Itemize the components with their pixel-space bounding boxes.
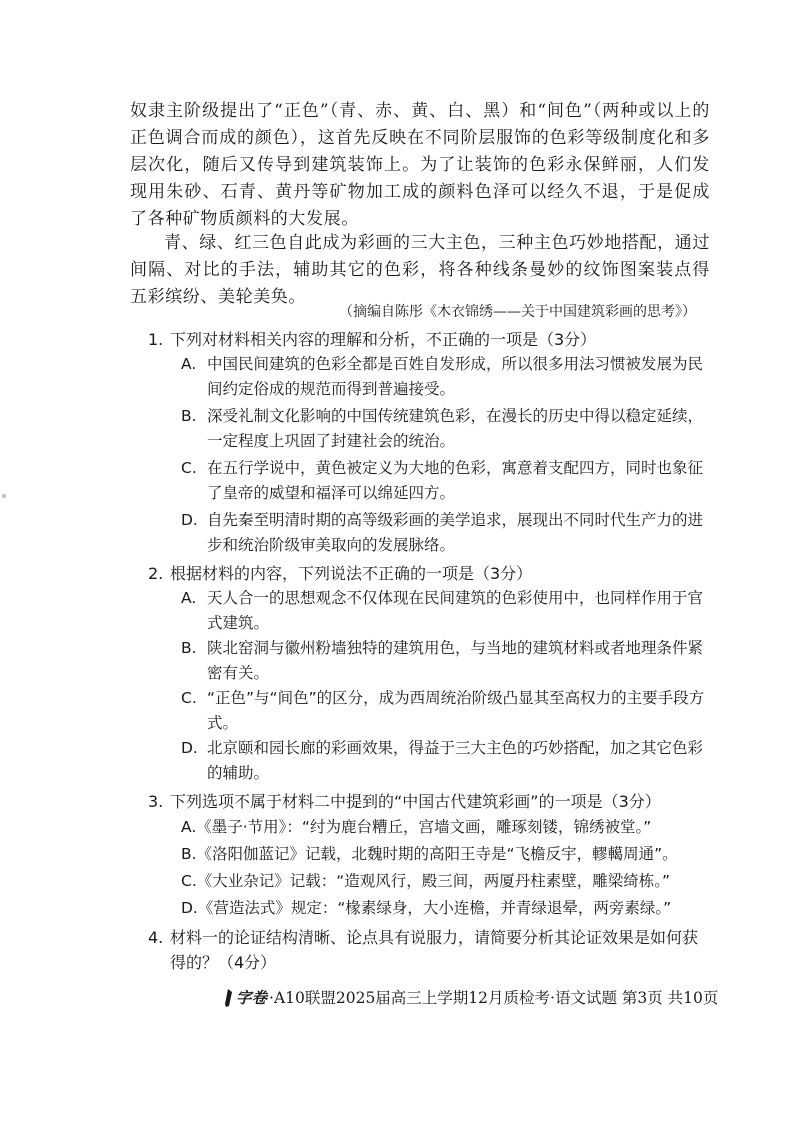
question-3 (148, 789, 708, 922)
option-d: D.《营造法式》规定：“椽素绿身，大小连檐，并青绿退晕，两旁素绿。” (181, 899, 672, 917)
option-text: 深受礼制文化影响的中国传统建筑色彩，在漫长的历史中得以稳定延续，一定程度上巩固了封建社会的统治。 (207, 407, 704, 450)
option-label: C. (181, 459, 197, 477)
option-label: C. (181, 689, 197, 707)
option-text: 在五行学说中，黄色被定义为大地的色彩，寓意着支配四方，同时也象征了皇帝的威望和福泽可以绵延四方。 (207, 459, 704, 502)
question-1 (148, 327, 708, 558)
question-text: 下列对材料相关内容的理解和分析，不正确的一项是（3分） (170, 330, 597, 349)
option-b (148, 404, 708, 454)
option-a (148, 352, 708, 402)
pen-logo-icon (222, 988, 234, 1008)
question-4 (148, 925, 708, 975)
option-c (148, 456, 708, 506)
footer-logo-text: 字卷 (236, 988, 268, 1007)
option-b: B.《洛阳伽蓝记》记载，北魏时期的高阳王寺是“飞檐反宇，轇轕周通”。 (181, 845, 678, 863)
question-2 (148, 561, 708, 786)
question-text: 根据材料的内容，下列说法不正确的一项是（3分） (170, 564, 533, 583)
option-text: 北京颐和园长廊的彩画效果，得益于三大主色的巧妙搭配，加之其它色彩的辅助。 (207, 739, 704, 782)
option-label: A. (181, 355, 197, 373)
question-number: 2. (148, 564, 164, 583)
scan-speck (2, 494, 6, 498)
option-label: D. (181, 511, 198, 529)
option-text: “正色”与“间色”的区分，成为西周统治阶级凸显其至高权力的主要手段方式。 (207, 689, 705, 732)
option-c (148, 686, 708, 736)
question-stem (148, 789, 708, 814)
option-text: 陕北窑洞与徽州粉墙独特的建筑用色，与当地的建筑材料或者地理条件紧密有关。 (207, 639, 704, 682)
option-d (148, 736, 708, 786)
option-text: 自先秦至明清时期的高等级彩画的美学追求，展现出不同时代生产力的进步和统治阶级审美取向的发展脉络。 (207, 511, 704, 554)
option-d (148, 508, 708, 558)
passage-source: （摘编自陈彤《木衣锦绣——关于中国建筑彩画的思考》） (339, 304, 696, 320)
option-label: D. (181, 739, 198, 757)
footer-text: ·A10联盟2025届高三上学期12月质检考·语文试题 第3页 共10页 (269, 989, 719, 1007)
option-a: A.《墨子·节用》：“纣为鹿台糟丘，宫墙文画，雕琢刻镂，锦绣被堂。” (181, 818, 652, 836)
option-label: A. (181, 589, 197, 607)
question-stem (148, 561, 708, 586)
option-c: C.《大业杂记》记载：“造观风行，殿三间，两厦丹柱素壁，雕梁绮栋。” (181, 872, 671, 890)
question-list (148, 324, 708, 975)
question-text: 材料一的论证结构清晰、论点具有说服力，请简要分析其论证效果是如何获得的？（4分） (170, 928, 699, 972)
option-b (148, 636, 708, 686)
question-number: 4. (148, 928, 164, 947)
question-stem (148, 327, 708, 352)
passage-paragraph-1: 奴隶主阶级提出了“正色”（青、赤、黄、白、黑）和“间色”（两种或以上的正色调合而成的颜色），这首先反映在不同阶层服饰的色彩等级制度化和多层次化，随后又传导到建筑装饰上。为了让装饰的色彩永保鲜丽，人们发现用朱砂、石青、黄丹等矿物加工成的颜料色泽可以经久不退，于是促成了各种矿物质颜料的大发展。 (130, 101, 710, 229)
option-label: B. (181, 639, 197, 657)
question-number: 1. (148, 330, 164, 349)
page-footer (222, 986, 719, 1010)
option-a (148, 586, 708, 636)
question-text: 下列选项不属于材料二中提到的“中国古代建筑彩画”的一项是（3分） (170, 792, 661, 811)
option-text: 中国民间建筑的色彩全都是百姓自发形成，所以很多用法习惯被发展为民间约定俗成的规范而得到普遍接受。 (207, 355, 704, 398)
passage-paragraph-2: 青、绿、红三色自此成为彩画的三大主色，三种主色巧妙地搭配，通过间隔、对比的手法，辅助其它的色彩，将各种线条曼妙的纹饰图案装点得五彩缤纷、美轮美奂。 (130, 233, 710, 307)
question-stem (148, 925, 708, 975)
option-text: 天人合一的思想观念不仅体现在民间建筑的色彩使用中，也同样作用于官式建筑。 (207, 589, 704, 632)
option-label: B. (181, 407, 197, 425)
question-number: 3. (148, 792, 164, 811)
